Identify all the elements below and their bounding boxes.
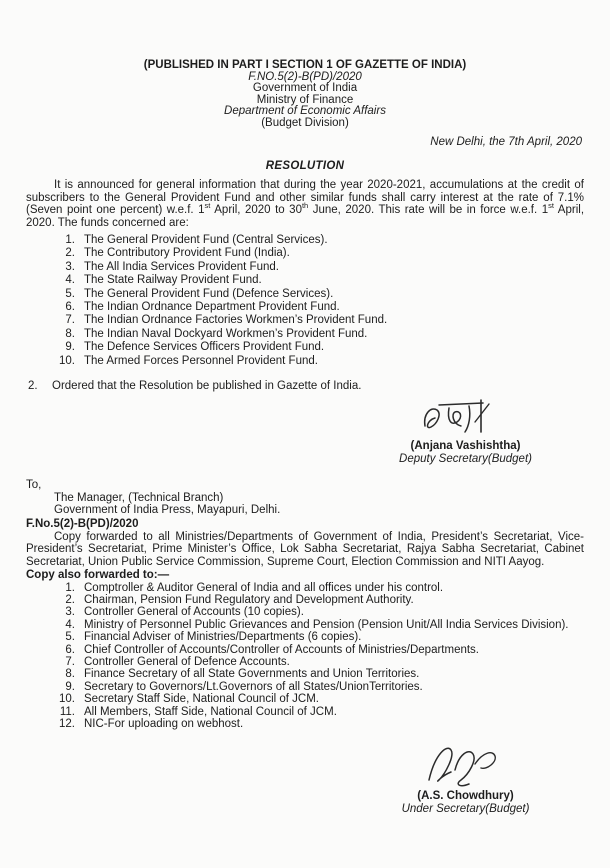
copy-list-item [26, 594, 584, 606]
list-item-number: 5. [65, 287, 75, 300]
list-item-text: The General Provident Fund (Central Services). [84, 234, 328, 246]
list-item-number: 5. [65, 631, 75, 644]
fund-list-item [26, 234, 584, 246]
signatory-name: (Anjana Vashishtha) [410, 440, 521, 453]
list-item-text: Controller General of Accounts (10 copies). [84, 606, 304, 619]
government-line: Government of India [252, 82, 358, 95]
signatory-name: (A.S. Chowdhury) [417, 790, 514, 803]
list-item-number: 8. [65, 327, 75, 340]
list-item-text: Finance Secretary of all State Governments and Union Territories. [84, 668, 420, 681]
fund-list-item [26, 341, 584, 353]
file-number-2: F.No.5(2)-B(PD)/2020 [26, 517, 139, 530]
ordered-clause-number: 2. [28, 380, 38, 393]
copy-list-item [26, 718, 584, 730]
list-item-number: 11. [59, 705, 75, 718]
list-item-text: Financial Adviser of Ministries/Departments (6 copies). [84, 631, 362, 644]
list-item-number: 1. [65, 581, 75, 594]
department-line: Department of Economic Affairs [224, 105, 386, 118]
signature-scribble-icon [411, 740, 521, 792]
list-item-text: The All India Services Provident Fund. [84, 260, 279, 273]
fund-list-item [26, 328, 584, 340]
ordered-clause [26, 380, 584, 392]
list-item-number: 2. [65, 247, 75, 260]
signatory-title: Under Secretary(Budget) [401, 802, 530, 815]
list-item-number: 6. [65, 301, 75, 314]
list-item-text: The Indian Ordnance Factories Workmen’s Provident Fund. [84, 314, 388, 327]
list-item-number: 8. [65, 668, 75, 681]
gazette-publish-line: (PUBLISHED IN PART I SECTION 1 OF GAZETTE OF INDIA) [143, 59, 467, 71]
list-item-number: 10. [59, 693, 75, 706]
fund-list-item [26, 314, 584, 326]
list-item-number: 6. [65, 643, 75, 656]
list-item-text: Ministry of Personnel Public Grievances and Pension (Pension Unit/All India Services Division). [84, 618, 569, 631]
list-item-text: The State Railway Provident Fund. [84, 274, 262, 287]
signatory-title: Deputy Secretary(Budget) [399, 452, 532, 465]
list-item-number: 2. [65, 593, 75, 606]
list-item-text: All Members, Staff Side, National Council of JCM. [84, 705, 337, 718]
list-item-text: The Defence Services Officers Provident Fund. [84, 341, 325, 354]
copy-list-item [26, 668, 584, 680]
copy-also-heading: Copy also forwarded to:— [26, 569, 170, 582]
signature-block-under-secretary [358, 740, 573, 815]
copy-list-item [26, 644, 584, 656]
copy-list-item [26, 681, 584, 693]
list-item-number: 3. [65, 606, 75, 619]
fund-list-item [26, 261, 584, 273]
paragraph-segment: It is announced for general information that during the year 2020-2021, accumulations at the credit of subscribers to the General Provident Fund and other similar funds shall carry interest at the rate of 7.1% (Seven point one percent) w.e.f. 1 [26, 179, 584, 217]
list-item-text: Secretary Staff Side, National Council of JCM. [84, 693, 320, 706]
fund-list-item [26, 247, 584, 259]
addressee-line: The Manager, (Technical Branch) [54, 491, 224, 504]
list-item-number: 1. [65, 234, 75, 246]
copy-list-item [26, 693, 584, 705]
ordinal-superscript: st [548, 201, 554, 211]
file-number: F.NO.5(2)-B(PD)/2020 [248, 70, 362, 83]
fund-list-item [26, 288, 584, 300]
fund-list-item [26, 274, 584, 286]
list-item-number: 4. [65, 618, 75, 631]
division-line: (Budget Division) [261, 116, 349, 129]
list-item-text: The Indian Naval Dockyard Workmen’s Provident Fund. [84, 327, 368, 340]
list-item-text: Secretary to Governors/Lt.Governors of all States/UnionTerritories. [84, 680, 423, 693]
list-item-number: 7. [65, 314, 75, 327]
copy-also-list [26, 582, 584, 731]
dateline: New Delhi, the 7th April, 2020 [430, 135, 582, 148]
ministry-line: Ministry of Finance [256, 93, 354, 106]
addressee-to: To, [26, 479, 42, 492]
list-item-number: 7. [65, 655, 75, 668]
fund-list-item [26, 301, 584, 313]
list-item-text: The Contributory Provident Fund (India). [84, 247, 290, 260]
list-item-text: Controller General of Defence Accounts. [84, 655, 290, 668]
list-item-text: The Indian Ordnance Department Provident Fund. [84, 301, 340, 314]
list-item-text: The General Provident Fund (Defence Services). [84, 287, 334, 300]
fund-list [26, 234, 584, 367]
ordinal-superscript: st [204, 201, 211, 211]
ordinal-superscript: th [301, 201, 309, 211]
paragraph-segment: June, 2020. This rate will be in force w.e.f. 1 [308, 204, 549, 217]
signature-scribble-icon [411, 396, 521, 442]
list-item-number: 10. [59, 354, 75, 367]
list-item-text: Comptroller & Auditor General of India and all offices under his control. [84, 581, 444, 594]
list-item-number: 9. [65, 680, 75, 693]
resolution-title: RESOLUTION [265, 159, 345, 172]
copy-list-item [26, 606, 584, 618]
copy-list-item [26, 619, 584, 631]
list-item-number: 12. [59, 718, 75, 730]
list-item-text: NIC-For uploading on webhost. [84, 718, 244, 730]
list-item-text: The Armed Forces Personnel Provident Fund. [84, 354, 318, 367]
signature-block-deputy-secretary [358, 396, 573, 465]
copy-list-item [26, 706, 584, 718]
list-item-number: 3. [65, 260, 75, 273]
copy-list-item [26, 582, 584, 594]
paragraph-segment: April, 2020. The funds concerned are: [26, 204, 585, 229]
copy-list-item [26, 656, 584, 668]
list-item-number: 4. [65, 274, 75, 287]
copy-forwarded-paragraph: Copy forwarded to all Ministries/Departments of Government of India, President’s Secretariat, Vice-President’s Secretariat, Prime Minister’s Office, Lok Sabha Secretariat, Rajya Sabha Secretariat, Cabinet Secretariat, Union Public Service Commission, Supreme Court, Election Commission and NITI Aayog. [26, 530, 584, 568]
ordered-clause-text: Ordered that the Resolution be published in Gazette of India. [52, 380, 362, 393]
paragraph-segment: April, 2020 to 30 [210, 204, 302, 217]
list-item-text: Chairman, Pension Fund Regulatory and Development Authority. [84, 593, 414, 606]
copy-list-item [26, 631, 584, 643]
fund-list-item [26, 355, 584, 367]
resolution-paragraph [26, 179, 584, 229]
addressee-line: Government of India Press, Mayapuri, Delhi. [54, 504, 281, 517]
list-item-number: 9. [65, 341, 75, 354]
list-item-text: Chief Controller of Accounts/Controller of Accounts of Ministries/Departments. [84, 643, 480, 656]
